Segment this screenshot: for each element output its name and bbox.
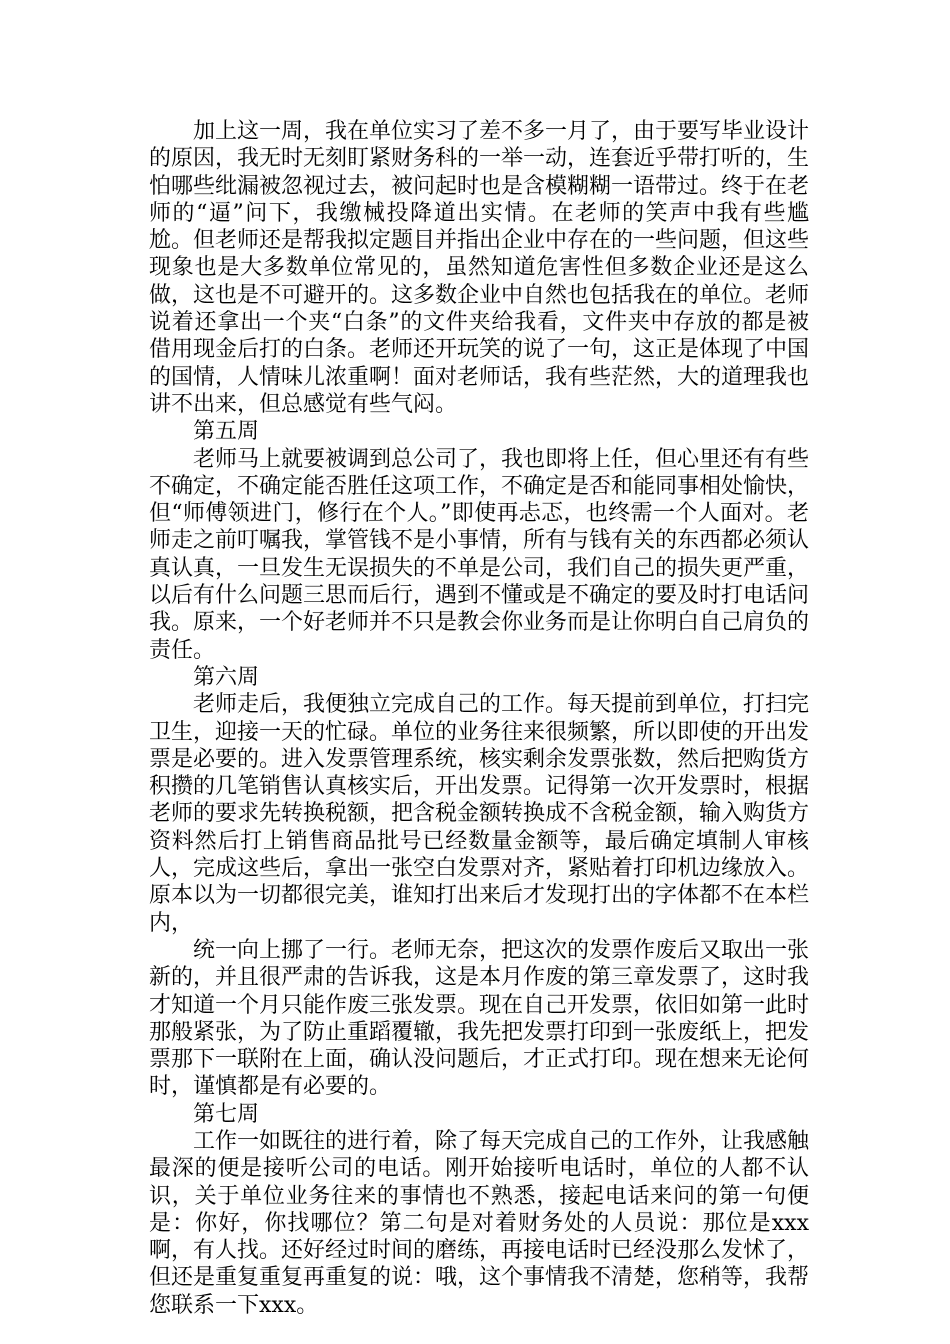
paragraph-week6-part2: 统一向上挪了一行。老师无奈，把这次的发票作废后又取出一张新的，并且很严肃的告诉我，这是本月作废的第三章发票了，这时我才知道一个月只能作废三张发票。现在自己开发票，依旧如第一此时那般紧张，为了防止重蹈覆辙，我先把发票打印到一张废纸上，把发票那下一联附在上面，确认没问题后，才正式打印。现在想来无论何时，谨慎都是有必要的。 [149,937,810,1100]
paragraph-week4-reflection: 加上这一周，我在单位实习了差不多一月了，由于要写毕业设计的原因，我无时无刻盯紧财务科的一举一动，连套近乎带打听的，生怕哪些纰漏被忽视过去，被问起时也是含模糊糊一语带过。终于在老师的“逼”问下，我缴械投降道出实情。在老师的笑声中我有些尴尬。但老师还是帮我拟定题目并指出企业中存在的一些问题，但这些现象也是大多数单位常见的，虽然知道危害性但多数企业还是这么做，这也是不可避开的。这多数企业中自然也包括我在的单位。老师说着还拿出一个夹“白条”的文件夹给我看，文件夹中存放的都是被借用现金后打的白条。老师还开玩笑的说了一句，这正是体现了中国的国情，人情味儿浓重啊！面对老师话，我有些茫然，大的道理我也讲不出来，但总感觉有些气闷。 [149,119,810,417]
heading-week-7: 第七周 [193,1101,260,1127]
paragraph-week5: 老师马上就要被调到总公司了，我也即将上任，但心里还有有些不确定，不确定能否胜任这项工作，不确定是否和能同事相处愉快，但“师傅领进门，修行在个人。”即使再忐忑，也终需一个人面对。老师走之前叮嘱我，掌管钱不是小事情，所有与钱有关的东西都必须认真认真，一旦发生无误损失的不单是公司，我们自己的损失更严重，以后有什么问题三思而后行，遇到不懂或是不确定的要及时打电话问我。原来，一个好老师并不只是教会你业务而是让你明白自己肩负的责任。 [149,446,810,663]
paragraph-week7: 工作一如既往的进行着，除了每天完成自己的工作外，让我感触最深的便是接听公司的电话。刚开始接听电话时，单位的人都不认识，关于单位业务往来的事情也不熟悉，接起电话来问的第一句便是：你好，你找哪位？第二句是对着财务处的人员说：那位是xxx啊，有人找。还好经过时间的磨练，再接电话时已经没那么发怵了，但还是重复重复再重复的说：哦，这个事情我不清楚，您稍等，我帮您联系一下xxx。 [149,1128,810,1318]
paragraph-week6-part1: 老师走后，我便独立完成自己的工作。每天提前到单位，打扫完卫生，迎接一天的忙碌。单位的业务往来很频繁，所以即使的开出发票是必要的。进入发票管理系统，核实剩余发票张数，然后把购货方积攒的几笔销售认真核实后，开出发票。记得第一次开发票时，根据老师的要求先转换税额，把含税金额转换成不含税金额，输入购货方资料然后打上销售商品批号已经数量金额等，最后确定填制人审核人，完成这些后，拿出一张空白发票对齐，紧贴着打印机边缘放入。原本以为一切都很完美，谁知打出来后才发现打出的字体都不在本栏内， [149,692,810,936]
document-page [149,118,809,1319]
heading-week-6: 第六周 [193,664,260,690]
heading-week-5: 第五周 [193,419,260,445]
